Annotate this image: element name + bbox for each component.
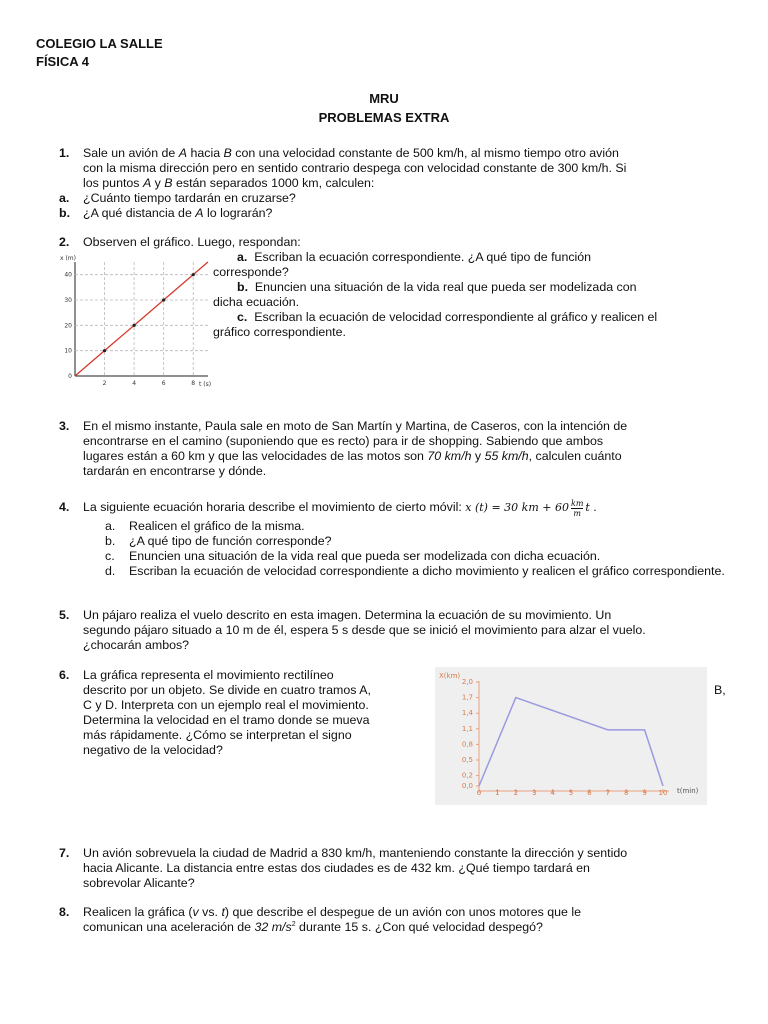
problem-5-text: Un pájaro realiza el vuelo descrito en esta imagen. Determina la ecuación de su movimiento. Un segundo pájaro situado a 10 m de él, espera 5 s desde que se inició el movimiento para alzar el vuelo. ¿chocarán ambos? <box>83 608 646 652</box>
graph2-ylabel: X(km) <box>439 672 461 680</box>
graph-background <box>435 667 707 805</box>
problem-1-question-b: b. ¿A qué distancia de A lo lograrán? <box>59 206 273 220</box>
graph2-xtick-label: 7 <box>605 789 611 797</box>
graph-ytick-label: 30 <box>64 297 72 304</box>
problem-8-number: 8. <box>59 905 70 919</box>
problem-4-item-a: a. Realicen el gráfico de la misma. <box>105 519 305 533</box>
graph2-ytick-label: 2,0 <box>461 678 473 686</box>
graph2-xtick-label: 4 <box>550 789 555 797</box>
problem-6-number: 6. <box>59 668 70 682</box>
problem-1-text: Sale un avión de A hacia B con una velocidad constante de 500 km/h, al mismo tiempo otro avión con la misma dirección pero en sentido contrario despega con velocidad constante de 300 km/h. Si los puntos A y B están separados 1000 km, calculen: <box>83 146 627 190</box>
graph-xtick-label: 4 <box>132 380 137 387</box>
graph-data-point <box>162 298 165 301</box>
problem-4-list <box>105 519 725 579</box>
problem-8-text: Realicen la gráfica (v vs. t) que describe el despegue de un avión con unos motores que le comunican una aceleración de 32 $m/s^2$ durante 15 s. ¿Con qué velocidad despegó? <box>83 905 582 934</box>
graph2-xtick-label: 9 <box>642 789 647 797</box>
graph-xlabel: t (s) <box>199 381 212 388</box>
problem-4-item-b: b. ¿A qué tipo de función corresponde? <box>105 534 332 548</box>
page-title: MRU <box>369 91 399 106</box>
problem-1-number: 1. <box>59 146 70 160</box>
graph2-ytick-label: 0,2 <box>461 771 473 780</box>
graph-xtick-label: 2 <box>102 380 107 387</box>
graph2-xtick-label: 1 <box>495 789 500 797</box>
problem-1-question-a: a. ¿Cuánto tiempo tardarán en cruzarse? <box>59 191 296 205</box>
distance-time-graph <box>435 667 707 805</box>
graph2-xtick-label: 6 <box>587 789 592 797</box>
graph2-ytick-label: 1,1 <box>461 724 473 733</box>
problem-4-number: 4. <box>59 500 70 514</box>
graph2-ytick-label: 1,4 <box>461 709 473 718</box>
problem-6-stray-text: B, <box>714 683 726 697</box>
problem-3-number: 3. <box>59 419 70 433</box>
graph2-xtick-label: 2 <box>513 789 519 797</box>
graph-ytick-label: 40 <box>64 271 72 279</box>
problem-4-item-c: c. Enuncien una situación de la vida real que pueda ser modelizada con dicha ecuación. <box>105 549 601 563</box>
subject-name: FÍSICA 4 <box>36 54 89 69</box>
graph-data-point <box>192 273 195 276</box>
problem-3-text: En el mismo instante, Paula sale en moto de San Martín y Martina, de Caseros, con la intención de encontrarse en el camino (suponiendo que es recto) para ir de shopping. Sabiendo que ambos lugares están a 60 km y que las velocidades de las motos son 70 km/h y 55 km/h, calculen cuánto tardarán en encontrarse y dónde. <box>83 419 628 478</box>
problem-7-number: 7. <box>59 846 70 860</box>
graph2-xtick-label: 10 <box>658 789 668 797</box>
horary-equation: x (t) = 30 km + 60 $\frac{km}{m}$ t <box>465 498 590 518</box>
graph-xtick-label: 6 <box>161 380 166 387</box>
school-header <box>36 35 163 71</box>
problem-4-intro: La siguiente ecuación horaria describe el movimiento de cierto móvil: x (t) = 30 km + 60 $\frac{km}{m}$ t . <box>83 498 597 518</box>
problem-2-number: 2. <box>59 235 70 249</box>
graph2-xlabel: t(min) <box>677 787 699 795</box>
graph2-xtick-label: 3 <box>531 789 537 797</box>
problem-7-text: Un avión sobrevuela la ciudad de Madrid a 830 km/h, manteniendo constante la dirección y sentido hacia Alicante. La distancia entre estas dos ciudades es de 432 km. ¿Qué tiempo tardará en sobrevolar Alicante? <box>83 846 628 890</box>
problem-2-intro: Observen el gráfico. Luego, respondan: <box>83 235 301 249</box>
graph2-ytick-label: 0,8 <box>461 740 473 749</box>
problem-5-number: 5. <box>59 608 70 622</box>
graph-ytick-label: 20 <box>64 322 72 330</box>
graph2-ytick-label: 1,7 <box>461 693 473 702</box>
graph-xtick-label: 8 <box>191 380 196 387</box>
graph-ylabel: x (m) <box>60 255 76 262</box>
graph-series-line <box>75 262 208 376</box>
problem-2-questions: a. Escriban la ecuación correspondiente. ¿A qué tipo de función corresponde? b. Enuncien una situación de la vida real que pueda ser modelizada con dicha ecuación. c. Escriban la ecuación de velocidad correspondiente al gráfico y realicen el gráfico correspondiente. <box>213 250 658 339</box>
graph2-xtick-label: 0 <box>476 789 482 797</box>
problem-4-item-d: d. Escriban la ecuación de velocidad correspondiente a dicho movimiento y realicen el gráfico correspondiente. <box>105 564 725 578</box>
graph-data-point <box>133 324 136 327</box>
graph2-ytick-label: 0,0 <box>461 782 473 790</box>
graph-ytick-label: 0 <box>68 373 72 380</box>
graph2-ytick-label: 0,5 <box>461 756 473 764</box>
school-name: COLEGIO LA SALLE <box>36 36 163 51</box>
graph-ytick-label: 10 <box>64 347 72 355</box>
problem-6-text: La gráfica representa el movimiento rectilíneo descrito por un objeto. Se divide en cuatro tramos A, C y D. Interpreta con un ejemplo real el movimiento. Determina la velocidad en el tramo donde se mueva más rápidamente. ¿Cómo se interpretan el signo negativo de la velocidad? <box>83 668 371 757</box>
graph-data-point <box>103 349 106 352</box>
graph2-xtick-label: 5 <box>568 789 574 797</box>
graph2-xtick-label: 8 <box>623 789 629 797</box>
position-time-graph <box>58 253 213 391</box>
page-subtitle: PROBLEMAS EXTRA <box>318 110 450 125</box>
